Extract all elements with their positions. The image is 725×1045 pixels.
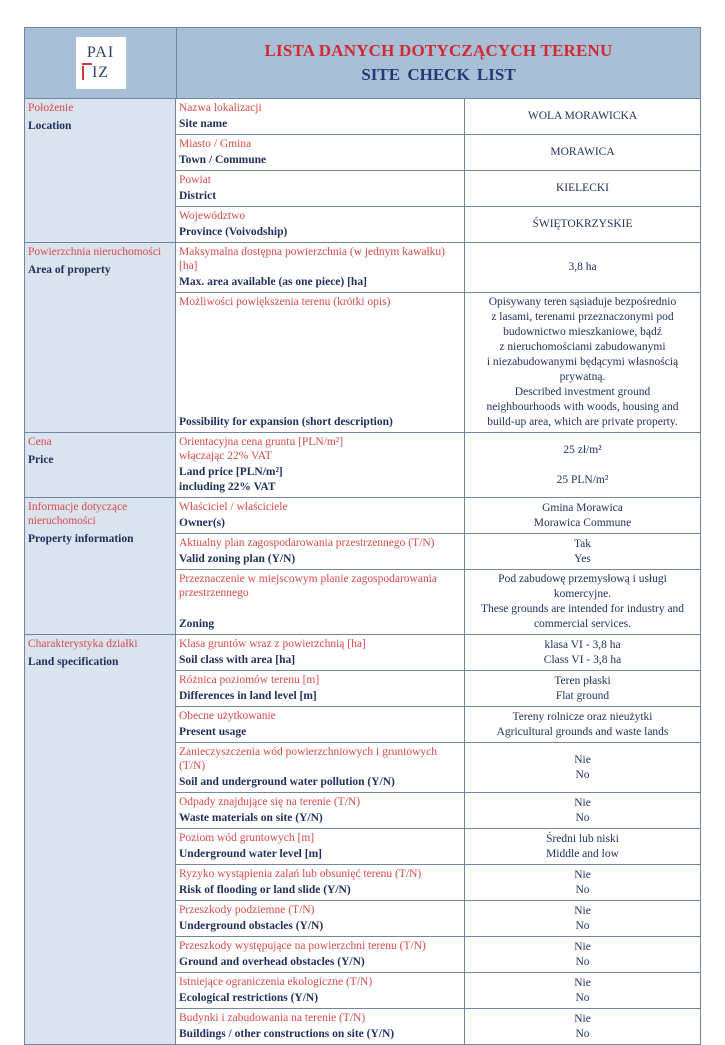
table-row: [176, 433, 700, 497]
rows: [176, 498, 700, 634]
category-label-english: Land specification: [28, 656, 119, 668]
field-label-english: Town / Commune: [179, 154, 267, 166]
field-value: Opisywany teren sąsiaduje bezpośrednio z lasami, terenami przeznaczonymi pod budownictwo mieszkaniowe, bądź z nieruchomościami zabudowanymi i niezabudowanymi będącymi własnością prywatną. Described investment ground neighbourhoods with woods, housing and build-up area, which are private property.: [486, 296, 679, 428]
title-polish: LISTA DANYCH DOTYCZĄCYCH TERENU: [264, 41, 613, 60]
category-label-polish: Informacje dotyczące nieruchomości: [28, 501, 128, 527]
field-label-english: Soil class with area [ha]: [179, 654, 296, 666]
field-label-polish: Powiat: [179, 174, 211, 186]
table-row: [176, 671, 700, 707]
table-row: [176, 829, 700, 865]
field-label-cell: [176, 901, 465, 936]
table-row: [176, 635, 700, 671]
table-row: [176, 207, 700, 242]
field-label-polish: Budynki i zabudowania na terenie (T/N): [179, 1012, 366, 1024]
field-label-english: Waste materials on site (Y/N): [179, 812, 323, 824]
table-row: [176, 293, 700, 432]
table-row: [176, 743, 700, 793]
category-label-english: Area of property: [28, 264, 111, 276]
category-cell: [25, 635, 176, 1044]
field-value: Nie No: [574, 796, 591, 824]
field-label-cell: [176, 243, 465, 292]
table-row: [176, 1009, 700, 1044]
field-label-english: Underground obstacles (Y/N): [179, 920, 324, 932]
rows: [176, 433, 700, 497]
field-label-cell: [176, 793, 465, 828]
field-label-cell: [176, 99, 465, 134]
field-value: Pod zabudowę przemysłową i usługi komercyjne. These grounds are intended for industry and commercial services.: [480, 573, 685, 630]
paiiz-logo: [76, 37, 126, 89]
title-cell: [177, 28, 700, 98]
field-label-polish: Przeszkody występujące na powierzchni terenu (T/N): [179, 940, 426, 952]
category-label-english: Property information: [28, 533, 134, 545]
field-value: Tereny rolnicze oraz nieużytki Agricultural grounds and waste lands: [496, 710, 669, 738]
field-value: KIELECKI: [555, 182, 609, 194]
logo-text-bottom: IZ: [91, 64, 110, 81]
field-value: MORAWICA: [550, 146, 615, 158]
field-label-cell: [176, 293, 465, 432]
category-label-polish: Cena: [28, 436, 52, 448]
category-label-polish: Charakterystyka działki: [28, 638, 138, 650]
field-label-polish: Właściciel / właściciele: [179, 501, 288, 513]
field-label-cell: [176, 534, 465, 569]
table-row: [176, 135, 700, 171]
category-label-english: Location: [28, 120, 72, 132]
field-value: Gmina Morawica Morawica Commune: [533, 501, 632, 529]
field-label-cell: [176, 743, 465, 792]
field-label-english: Buildings / other constructions on site (Y/N): [179, 1028, 395, 1040]
field-value: Nie No: [574, 868, 591, 896]
logo-text-top: PAI: [86, 44, 115, 61]
field-label-polish: Nazwa lokalizacji: [179, 102, 262, 114]
section: [25, 498, 700, 635]
field-label-cell: [176, 937, 465, 972]
field-value: ŚWIĘTOKRZYSKIE: [532, 218, 633, 230]
table-row: [176, 937, 700, 973]
table-row: [176, 498, 700, 534]
field-value: WOLA MORAWICKA: [527, 110, 638, 122]
table-row: [176, 534, 700, 570]
field-label-polish: Maksymalna dostępna powierzchnia (w jednym kawałku) [ha]: [179, 246, 446, 272]
field-label-cell: [176, 635, 465, 670]
field-label-cell: [176, 570, 465, 634]
field-label-polish: Obecne użytkowanie: [179, 710, 276, 722]
field-label-english: Land price [PLN/m²] including 22% VAT: [179, 466, 283, 493]
category-label-polish: Położenie: [28, 102, 74, 114]
field-value: klasa VI - 3,8 ha Class VI - 3,8 ha: [543, 638, 622, 666]
category-label-polish: Powierzchnia nieruchomości: [28, 246, 162, 258]
rows: [176, 243, 700, 432]
field-value: Nie No: [574, 904, 591, 932]
field-value: Nie No: [574, 976, 591, 1004]
field-label-cell: [176, 135, 465, 170]
field-label-english: Possibility for expansion (short description): [179, 416, 393, 428]
field-label-english: Max. area available (as one piece) [ha]: [179, 276, 367, 288]
table-row: [176, 243, 700, 293]
field-label-english: District: [179, 190, 217, 202]
field-label-cell: [176, 707, 465, 742]
field-label-polish: Poziom wód gruntowych [m]: [179, 832, 315, 844]
field-value: Nie No: [574, 940, 591, 968]
field-label-english: Site name: [179, 118, 228, 130]
field-label-polish: Aktualny plan zagospodarowania przestrzennego (T/N): [179, 537, 435, 549]
field-label-cell: [176, 433, 465, 497]
field-label-english: Owner(s): [179, 517, 225, 529]
field-value: Średni lub niski Middle and low: [546, 832, 619, 860]
rows: [176, 99, 700, 242]
site-check-list-sheet: [24, 27, 701, 1045]
field-label-polish: Zanieczyszczenia wód powierzchniowych i gruntowych (T/N): [179, 746, 438, 772]
table-row: [176, 99, 700, 135]
field-label-cell: [176, 829, 465, 864]
field-label-polish: Różnica poziomów terenu [m]: [179, 674, 320, 686]
category-cell: [25, 243, 176, 432]
table-row: [176, 707, 700, 743]
field-label-cell: [176, 207, 465, 242]
field-label-english: Underground water level [m]: [179, 848, 322, 860]
field-label-cell: [176, 171, 465, 206]
field-label-cell: [176, 973, 465, 1008]
field-label-english: Ecological restrictions (Y/N): [179, 992, 319, 1004]
field-label-polish: Przeszkody podziemne (T/N): [179, 904, 315, 916]
logo-cell: [25, 28, 177, 98]
field-label-polish: Miasto / Gmina: [179, 138, 252, 150]
table-row: [176, 865, 700, 901]
table-row: [176, 171, 700, 207]
field-label-english: Ground and overhead obstacles (Y/N): [179, 956, 365, 968]
field-label-english: Zoning: [179, 618, 215, 630]
section: [25, 243, 700, 433]
rows: [176, 635, 700, 1044]
table-row: [176, 570, 700, 634]
table-row: [176, 793, 700, 829]
field-label-polish: Województwo: [179, 210, 246, 222]
category-cell: [25, 99, 176, 242]
field-value: 25 zł/m² 25 PLN/m²: [556, 443, 609, 486]
header: [25, 28, 700, 99]
section: [25, 635, 700, 1044]
category-cell: [25, 498, 176, 634]
field-label-english: Valid zoning plan (Y/N): [179, 553, 296, 565]
field-value: Nie No: [574, 753, 591, 781]
section: [25, 99, 700, 243]
field-value: 3,8 ha: [568, 261, 597, 273]
field-label-cell: [176, 498, 465, 533]
field-label-english: Present usage: [179, 726, 247, 738]
field-label-cell: [176, 1009, 465, 1044]
field-label-cell: [176, 865, 465, 900]
field-value: Tak Yes: [573, 537, 592, 565]
field-label-english: Risk of flooding or land slide (Y/N): [179, 884, 351, 896]
field-value: Teren płaski Flat ground: [554, 674, 611, 702]
section: [25, 433, 700, 498]
field-label-english: Differences in land level [m]: [179, 690, 317, 702]
field-label-polish: Możliwości powiększenia terenu (krótki opis): [179, 296, 391, 308]
category-cell: [25, 433, 176, 497]
title-english: SITE CHECK LIST: [361, 65, 516, 84]
table-row: [176, 901, 700, 937]
category-label-english: Price: [28, 454, 54, 466]
field-label-polish: Orientacyjna cena gruntu [PLN/m²] włączając 22% VAT: [179, 436, 344, 462]
field-label-english: Province (Voivodship): [179, 226, 288, 238]
sections-container: [25, 99, 700, 1044]
field-label-polish: Odpady znajdujące się na terenie (T/N): [179, 796, 361, 808]
field-label-polish: Istniejące ograniczenia ekologiczne (T/N): [179, 976, 373, 988]
table-row: [176, 973, 700, 1009]
field-value: Nie No: [574, 1012, 591, 1040]
field-label-english: Soil and underground water pollution (Y/N): [179, 776, 395, 788]
field-label-cell: [176, 671, 465, 706]
field-label-polish: Klasa gruntów wraz z powierzchnią [ha]: [179, 638, 366, 650]
field-label-polish: Ryzyko wystąpienia zalań lub obsunięć terenu (T/N): [179, 868, 422, 880]
field-label-polish: Przeznaczenie w miejscowym planie zagospodarowania przestrzennego: [179, 573, 438, 599]
